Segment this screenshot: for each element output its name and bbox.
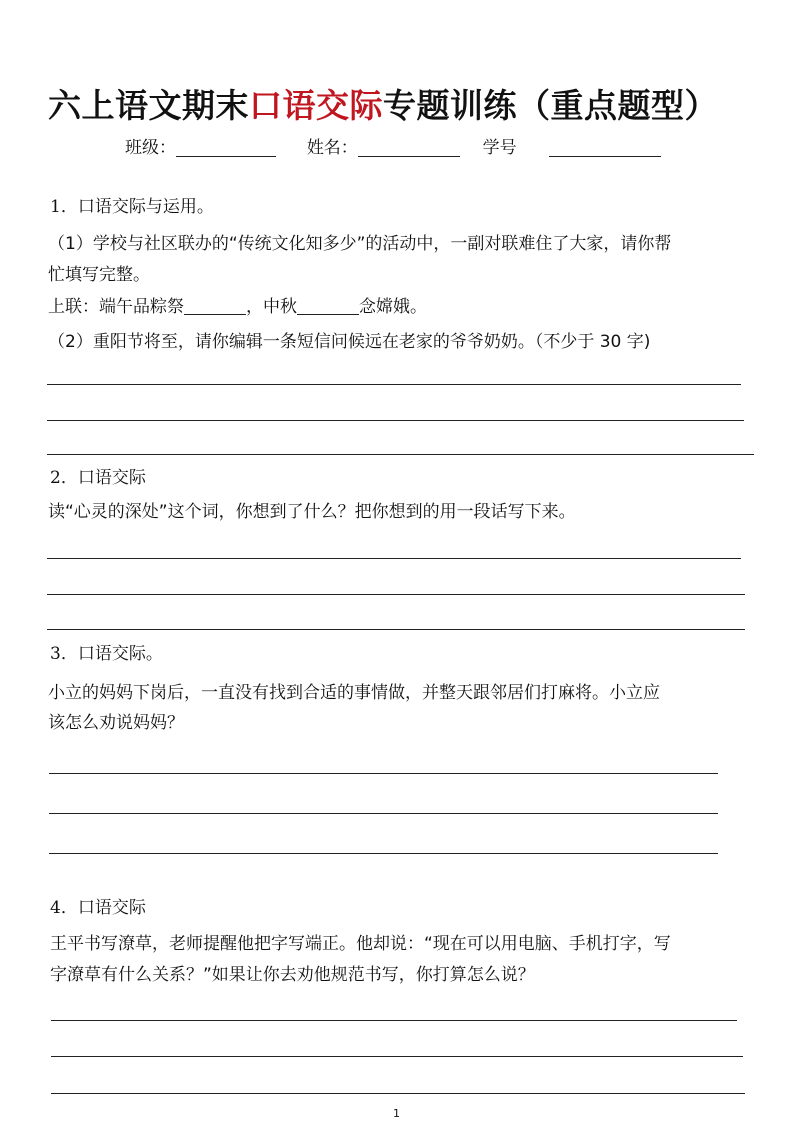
id-blank[interactable] bbox=[549, 138, 661, 157]
q1-sub1-line1: （1）学校与社区联办的“传统文化知多少”的活动中，一副对联难住了大家，请你帮 bbox=[48, 234, 672, 254]
q3-heading: 3．口语交际。 bbox=[50, 644, 163, 664]
q3-line2: 该怎么劝说妈妈？ bbox=[48, 713, 184, 733]
title-part1: 六上语文期末 bbox=[48, 86, 249, 125]
q2-heading: 2．口语交际 bbox=[50, 468, 146, 488]
class-blank[interactable] bbox=[176, 138, 276, 157]
q1-heading: 1．口语交际与运用。 bbox=[50, 197, 214, 217]
q2-answer-line-1[interactable] bbox=[47, 558, 741, 559]
q2-prompt: 读“心灵的深处”这个词，你想到了什么？把你想到的用一段话写下来。 bbox=[48, 502, 576, 522]
name-blank[interactable] bbox=[358, 138, 460, 157]
q2-answer-line-2[interactable] bbox=[47, 594, 745, 595]
couplet-blank-2[interactable] bbox=[297, 296, 359, 315]
student-info-row bbox=[125, 133, 661, 158]
q3-answer-line-1[interactable] bbox=[49, 773, 718, 774]
q4-answer-line-1[interactable] bbox=[51, 1020, 737, 1021]
page-number: 1 bbox=[393, 1107, 400, 1120]
title-part2: 专题训练（重点题型） bbox=[383, 86, 718, 125]
q1-couplet bbox=[48, 296, 427, 318]
q4-heading: 4．口语交际 bbox=[50, 898, 146, 918]
couplet-first-half: 上联：端午品粽祭 bbox=[48, 297, 184, 317]
q3-line1: 小立的妈妈下岗后，一直没有找到合适的事情做，并整天跟邻居们打麻将。小立应 bbox=[48, 683, 660, 703]
q3-answer-line-3[interactable] bbox=[49, 853, 718, 854]
title-accent: 口语交际 bbox=[249, 86, 383, 125]
q2-answer-line-3[interactable] bbox=[47, 629, 745, 630]
q1-answer-line-3[interactable] bbox=[47, 454, 754, 455]
q4-line1: 王平书写潦草，老师提醒他把字写端正。他却说：“现在可以用电脑、手机打字，写 bbox=[50, 934, 671, 954]
couplet-end: 念嫦娥。 bbox=[359, 297, 427, 317]
q1-sub2: （2）重阳节将至，请你编辑一条短信问候远在老家的爷爷奶奶。（不少于 30 字) bbox=[48, 332, 651, 352]
q4-answer-line-2[interactable] bbox=[51, 1056, 743, 1057]
name-label: 姓名： bbox=[306, 138, 358, 158]
q4-line2: 字潦草有什么关系？”如果让你去劝他规范书写，你打算怎么说？ bbox=[50, 965, 535, 985]
class-label: 班级： bbox=[125, 138, 176, 158]
q4-answer-line-3[interactable] bbox=[51, 1093, 745, 1094]
page-title bbox=[48, 80, 748, 127]
q1-answer-line-1[interactable] bbox=[47, 384, 741, 385]
id-label: 学号 bbox=[482, 138, 517, 158]
q3-answer-line-2[interactable] bbox=[49, 813, 718, 814]
q1-answer-line-2[interactable] bbox=[47, 420, 744, 421]
couplet-middle: ，中秋 bbox=[246, 297, 297, 317]
q1-sub1-line2: 忙填写完整。 bbox=[48, 265, 150, 285]
couplet-blank-1[interactable] bbox=[184, 296, 246, 315]
